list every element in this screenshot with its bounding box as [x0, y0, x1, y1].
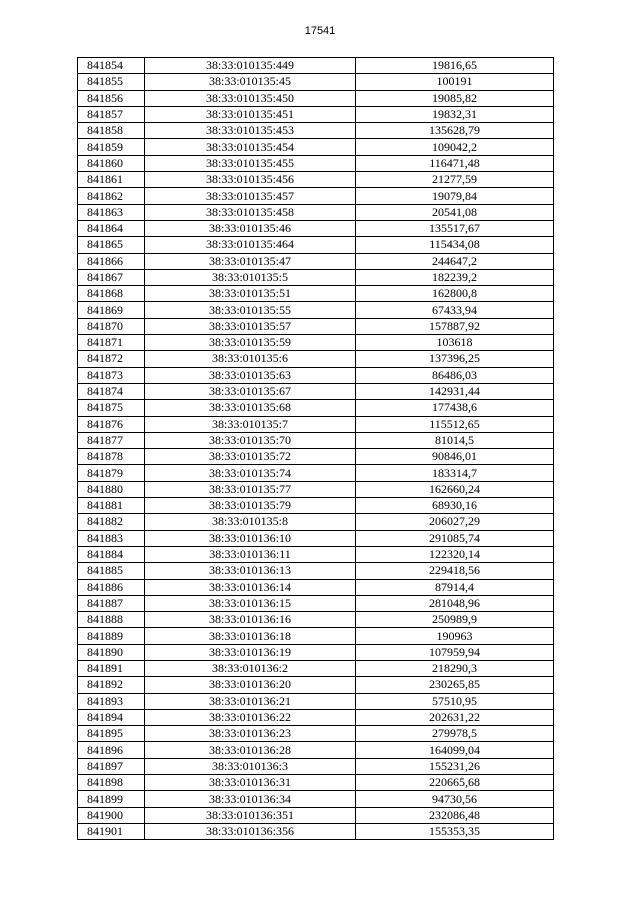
table-row	[78, 775, 554, 791]
value-cell: 103618	[356, 335, 554, 351]
cadastral-number-cell: 38:33:010135:46	[145, 220, 356, 236]
row-id-cell: 841878	[78, 449, 145, 465]
row-id-cell: 841860	[78, 155, 145, 171]
row-id-cell: 841868	[78, 286, 145, 302]
table-row	[78, 807, 554, 823]
table-row	[78, 709, 554, 725]
table-row	[78, 302, 554, 318]
row-id-cell: 841863	[78, 204, 145, 220]
row-id-cell: 841897	[78, 758, 145, 774]
row-id-cell: 841857	[78, 106, 145, 122]
table-row	[78, 742, 554, 758]
table-row	[78, 90, 554, 106]
cadastral-number-cell: 38:33:010136:34	[145, 791, 356, 807]
cadastral-number-cell: 38:33:010136:3	[145, 758, 356, 774]
table-row	[78, 595, 554, 611]
row-id-cell: 841885	[78, 563, 145, 579]
value-cell: 109042,2	[356, 139, 554, 155]
row-id-cell: 841867	[78, 269, 145, 285]
value-cell: 21277,59	[356, 172, 554, 188]
cadastral-number-cell: 38:33:010135:55	[145, 302, 356, 318]
value-cell: 229418,56	[356, 563, 554, 579]
cadastral-number-cell: 38:33:010135:5	[145, 269, 356, 285]
value-cell: 218290,3	[356, 660, 554, 676]
row-id-cell: 841879	[78, 465, 145, 481]
table-row	[78, 253, 554, 269]
value-cell: 162660,24	[356, 481, 554, 497]
value-cell: 135517,67	[356, 220, 554, 236]
table-row	[78, 155, 554, 171]
value-cell: 155231,26	[356, 758, 554, 774]
value-cell: 87914,4	[356, 579, 554, 595]
value-cell: 137396,25	[356, 351, 554, 367]
table-row	[78, 383, 554, 399]
cadastral-number-cell: 38:33:010135:77	[145, 481, 356, 497]
value-cell: 182239,2	[356, 269, 554, 285]
row-id-cell: 841880	[78, 481, 145, 497]
value-cell: 291085,74	[356, 530, 554, 546]
cadastral-number-cell: 38:33:010136:15	[145, 595, 356, 611]
cadastral-number-cell: 38:33:010136:356	[145, 823, 356, 839]
cadastral-number-cell: 38:33:010135:68	[145, 400, 356, 416]
table-row	[78, 237, 554, 253]
value-cell: 68930,16	[356, 498, 554, 514]
table-row	[78, 498, 554, 514]
row-id-cell: 841870	[78, 318, 145, 334]
value-cell: 155353,35	[356, 823, 554, 839]
row-id-cell: 841889	[78, 628, 145, 644]
cadastral-number-cell: 38:33:010135:79	[145, 498, 356, 514]
cadastral-number-cell: 38:33:010135:72	[145, 449, 356, 465]
cadastral-number-cell: 38:33:010135:455	[145, 155, 356, 171]
value-cell: 244647,2	[356, 253, 554, 269]
table-row	[78, 726, 554, 742]
cadastral-number-cell: 38:33:010136:10	[145, 530, 356, 546]
table-row	[78, 58, 554, 74]
row-id-cell: 841900	[78, 807, 145, 823]
value-cell: 57510,95	[356, 693, 554, 709]
cadastral-number-cell: 38:33:010135:51	[145, 286, 356, 302]
row-id-cell: 841854	[78, 58, 145, 74]
row-id-cell: 841855	[78, 74, 145, 90]
cadastral-number-cell: 38:33:010135:7	[145, 416, 356, 432]
row-id-cell: 841872	[78, 351, 145, 367]
row-id-cell: 841881	[78, 498, 145, 514]
row-id-cell: 841899	[78, 791, 145, 807]
row-id-cell: 841874	[78, 383, 145, 399]
table-row	[78, 530, 554, 546]
cadastral-number-cell: 38:33:010136:14	[145, 579, 356, 595]
row-id-cell: 841864	[78, 220, 145, 236]
cadastral-number-cell: 38:33:010135:8	[145, 514, 356, 530]
value-cell: 115434,08	[356, 237, 554, 253]
row-id-cell: 841901	[78, 823, 145, 839]
table-row	[78, 612, 554, 628]
row-id-cell: 841875	[78, 400, 145, 416]
table-row	[78, 269, 554, 285]
value-cell: 206027,29	[356, 514, 554, 530]
table-row	[78, 123, 554, 139]
cadastral-number-cell: 38:33:010136:21	[145, 693, 356, 709]
cadastral-number-cell: 38:33:010135:453	[145, 123, 356, 139]
table-row	[78, 106, 554, 122]
value-cell: 19832,31	[356, 106, 554, 122]
value-cell: 100191	[356, 74, 554, 90]
table-row	[78, 449, 554, 465]
table-row	[78, 465, 554, 481]
cadastral-number-cell: 38:33:010135:47	[145, 253, 356, 269]
value-cell: 190963	[356, 628, 554, 644]
value-cell: 86486,03	[356, 367, 554, 383]
table-row	[78, 432, 554, 448]
table-row	[78, 416, 554, 432]
row-id-cell: 841877	[78, 432, 145, 448]
table-row	[78, 563, 554, 579]
value-cell: 279978,5	[356, 726, 554, 742]
cadastral-number-cell: 38:33:010135:57	[145, 318, 356, 334]
table-row	[78, 220, 554, 236]
row-id-cell: 841869	[78, 302, 145, 318]
cadastral-number-cell: 38:33:010135:449	[145, 58, 356, 74]
cadastral-number-cell: 38:33:010135:67	[145, 383, 356, 399]
value-cell: 19085,82	[356, 90, 554, 106]
row-id-cell: 841859	[78, 139, 145, 155]
row-id-cell: 841896	[78, 742, 145, 758]
row-id-cell: 841898	[78, 775, 145, 791]
row-id-cell: 841873	[78, 367, 145, 383]
row-id-cell: 841893	[78, 693, 145, 709]
row-id-cell: 841866	[78, 253, 145, 269]
cadastral-number-cell: 38:33:010135:454	[145, 139, 356, 155]
row-id-cell: 841895	[78, 726, 145, 742]
page-number: 17541	[304, 25, 336, 37]
table-row	[78, 351, 554, 367]
table-row	[78, 791, 554, 807]
value-cell: 122320,14	[356, 546, 554, 562]
row-id-cell: 841862	[78, 188, 145, 204]
value-cell: 107959,94	[356, 644, 554, 660]
value-cell: 19816,65	[356, 58, 554, 74]
value-cell: 230265,85	[356, 677, 554, 693]
value-cell: 115512,65	[356, 416, 554, 432]
row-id-cell: 841890	[78, 644, 145, 660]
table-row	[78, 677, 554, 693]
row-id-cell: 841892	[78, 677, 145, 693]
table-row	[78, 400, 554, 416]
cadastral-number-cell: 38:33:010135:451	[145, 106, 356, 122]
cadastral-number-cell: 38:33:010136:22	[145, 709, 356, 725]
row-id-cell: 841884	[78, 546, 145, 562]
table-row	[78, 660, 554, 676]
value-cell: 162800,8	[356, 286, 554, 302]
row-id-cell: 841871	[78, 335, 145, 351]
cadastral-number-cell: 38:33:010136:31	[145, 775, 356, 791]
cadastral-number-cell: 38:33:010136:2	[145, 660, 356, 676]
row-id-cell: 841883	[78, 530, 145, 546]
table-row	[78, 823, 554, 839]
value-cell: 90846,01	[356, 449, 554, 465]
cadastral-number-cell: 38:33:010135:63	[145, 367, 356, 383]
value-cell: 164099,04	[356, 742, 554, 758]
value-cell: 220665,68	[356, 775, 554, 791]
value-cell: 250989,9	[356, 612, 554, 628]
row-id-cell: 841865	[78, 237, 145, 253]
value-cell: 19079,84	[356, 188, 554, 204]
table-row	[78, 481, 554, 497]
cadastral-number-cell: 38:33:010136:19	[145, 644, 356, 660]
cadastral-number-cell: 38:33:010136:351	[145, 807, 356, 823]
cadastral-number-cell: 38:33:010135:6	[145, 351, 356, 367]
table-row	[78, 628, 554, 644]
table-row	[78, 286, 554, 302]
table-row	[78, 367, 554, 383]
table-row	[78, 204, 554, 220]
value-cell: 135628,79	[356, 123, 554, 139]
cadastral-number-cell: 38:33:010135:456	[145, 172, 356, 188]
cadastral-number-cell: 38:33:010135:457	[145, 188, 356, 204]
value-cell: 67433,94	[356, 302, 554, 318]
cadastral-number-cell: 38:33:010135:70	[145, 432, 356, 448]
table-row	[78, 335, 554, 351]
table-row	[78, 514, 554, 530]
cadastral-number-cell: 38:33:010135:464	[145, 237, 356, 253]
table-row	[78, 172, 554, 188]
cadastral-number-cell: 38:33:010136:13	[145, 563, 356, 579]
cadastral-number-cell: 38:33:010136:18	[145, 628, 356, 644]
data-table	[77, 57, 554, 840]
value-cell: 177438,6	[356, 400, 554, 416]
value-cell: 157887,92	[356, 318, 554, 334]
cadastral-number-cell: 38:33:010136:20	[145, 677, 356, 693]
cadastral-number-cell: 38:33:010136:16	[145, 612, 356, 628]
row-id-cell: 841888	[78, 612, 145, 628]
value-cell: 116471,48	[356, 155, 554, 171]
cadastral-number-cell: 38:33:010135:45	[145, 74, 356, 90]
table-row	[78, 546, 554, 562]
row-id-cell: 841886	[78, 579, 145, 595]
value-cell: 202631,22	[356, 709, 554, 725]
cadastral-number-cell: 38:33:010136:28	[145, 742, 356, 758]
row-id-cell: 841876	[78, 416, 145, 432]
value-cell: 232086,48	[356, 807, 554, 823]
row-id-cell: 841887	[78, 595, 145, 611]
cadastral-number-cell: 38:33:010136:11	[145, 546, 356, 562]
value-cell: 183314,7	[356, 465, 554, 481]
value-cell: 142931,44	[356, 383, 554, 399]
table-row	[78, 74, 554, 90]
cadastral-number-cell: 38:33:010135:458	[145, 204, 356, 220]
table-row	[78, 188, 554, 204]
value-cell: 81014,5	[356, 432, 554, 448]
cadastral-number-cell: 38:33:010136:23	[145, 726, 356, 742]
cadastral-number-cell: 38:33:010135:59	[145, 335, 356, 351]
table-body	[78, 58, 554, 840]
cadastral-number-cell: 38:33:010135:450	[145, 90, 356, 106]
table-row	[78, 139, 554, 155]
row-id-cell: 841891	[78, 660, 145, 676]
value-cell: 20541,08	[356, 204, 554, 220]
value-cell: 94730,56	[356, 791, 554, 807]
table-row	[78, 693, 554, 709]
table-row	[78, 758, 554, 774]
table-row	[78, 318, 554, 334]
row-id-cell: 841856	[78, 90, 145, 106]
cadastral-number-cell: 38:33:010135:74	[145, 465, 356, 481]
row-id-cell: 841861	[78, 172, 145, 188]
value-cell: 281048,96	[356, 595, 554, 611]
table-row	[78, 644, 554, 660]
row-id-cell: 841858	[78, 123, 145, 139]
row-id-cell: 841894	[78, 709, 145, 725]
row-id-cell: 841882	[78, 514, 145, 530]
table-row	[78, 579, 554, 595]
